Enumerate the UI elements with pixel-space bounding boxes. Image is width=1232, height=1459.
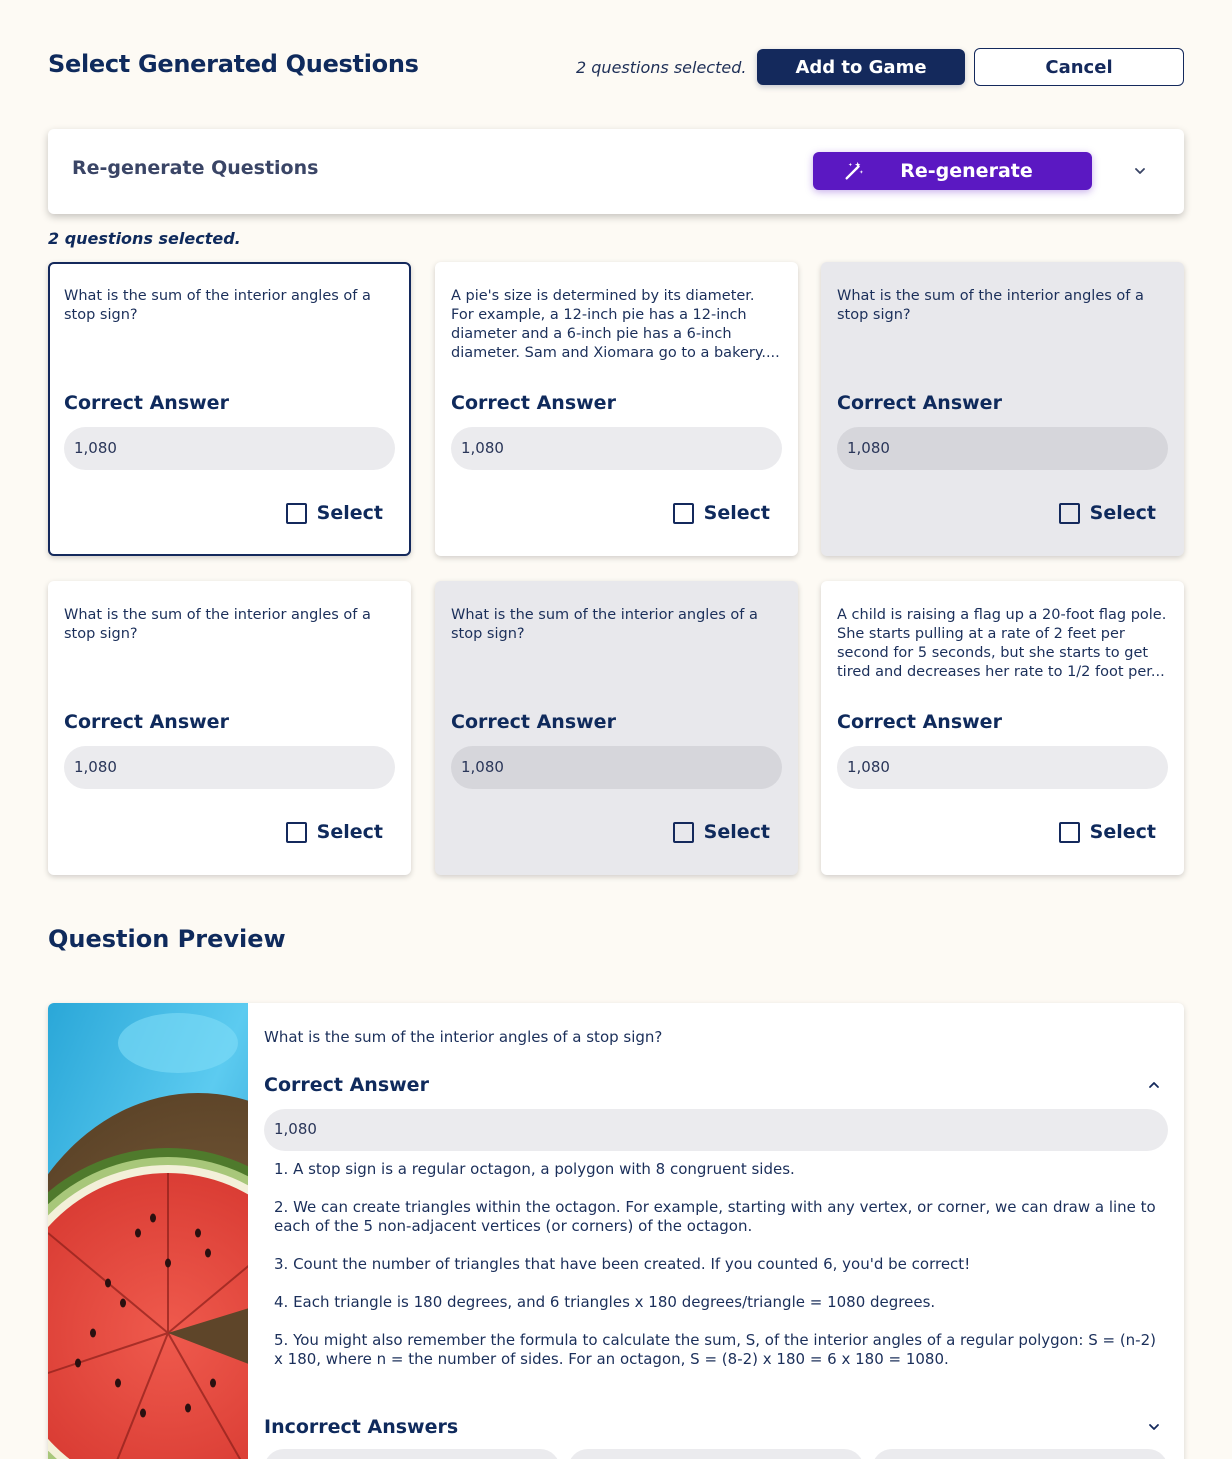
select-label[interactable]: Select: [1089, 502, 1156, 524]
explanation-step: 4. Each triangle is 180 degrees, and 6 triangles x 180 degrees/triangle = 1080 degrees.: [274, 1293, 936, 1311]
correct-answer-label: Correct Answer: [837, 711, 1002, 733]
question-card[interactable]: [821, 262, 1184, 556]
correct-answer-field: 1,080: [451, 746, 782, 789]
question-text: A pie's size is determined by its diameter. For example, a 12-inch pie has a 12-inch diameter and a 6-inch pie has a 6-inch diameter. Sam and Xiomara go to a bakery....: [451, 288, 780, 361]
select-control[interactable]: [1059, 820, 1156, 844]
select-checkbox[interactable]: [673, 822, 694, 843]
chevron-down-icon[interactable]: [1133, 164, 1147, 178]
question-card[interactable]: [435, 262, 798, 556]
incorrect-answer-field: [568, 1449, 864, 1459]
select-label[interactable]: Select: [316, 821, 383, 843]
page-title: Select Generated Questions: [48, 50, 419, 78]
preview-correct-answer-field: 1,080: [264, 1109, 1168, 1151]
explanation-step: 3. Count the number of triangles that have been created. If you counted 6, you'd be correct!: [274, 1255, 971, 1273]
select-control[interactable]: [286, 820, 383, 844]
correct-answer-label: Correct Answer: [837, 392, 1002, 414]
select-label[interactable]: Select: [316, 502, 383, 524]
correct-answer-field: 1,080: [64, 427, 395, 470]
question-card[interactable]: [48, 581, 411, 875]
correct-answer-field: 1,080: [837, 427, 1168, 470]
watermelon-image: [48, 1003, 248, 1459]
correct-answer-label: Correct Answer: [451, 711, 616, 733]
correct-answer-field: 1,080: [451, 427, 782, 470]
question-text: What is the sum of the interior angles of a stop sign?: [64, 288, 371, 323]
question-card[interactable]: [435, 581, 798, 875]
question-preview-panel: [48, 1003, 1184, 1459]
select-checkbox[interactable]: [286, 503, 307, 524]
question-text: What is the sum of the interior angles of a stop sign?: [64, 607, 371, 642]
regenerate-button[interactable]: [813, 152, 1092, 190]
explanation-step: 1. A stop sign is a regular octagon, a polygon with 8 congruent sides.: [274, 1160, 795, 1178]
regenerate-button-label: Re-generate: [900, 160, 1033, 182]
question-text: What is the sum of the interior angles of a stop sign?: [451, 607, 758, 642]
select-label[interactable]: Select: [703, 502, 770, 524]
question-preview-title: Question Preview: [48, 925, 286, 953]
select-checkbox[interactable]: [286, 822, 307, 843]
explanation-step: 2. We can create triangles within the octagon. For example, starting with any vertex, or corner, we can draw a line to each of the 5 non-adjacent vertices (or corners) of the octagon.: [274, 1198, 1156, 1235]
correct-answer-label: Correct Answer: [451, 392, 616, 414]
regenerate-panel: [48, 129, 1184, 214]
regenerate-title: Re-generate Questions: [72, 157, 319, 179]
select-checkbox[interactable]: [1059, 822, 1080, 843]
select-label[interactable]: Select: [703, 821, 770, 843]
question-card[interactable]: [821, 581, 1184, 875]
chevron-up-icon[interactable]: [1147, 1078, 1161, 1092]
correct-answer-field: 1,080: [837, 746, 1168, 789]
select-control[interactable]: [1059, 501, 1156, 525]
correct-answer-label: Correct Answer: [64, 392, 229, 414]
selected-count-subtitle: 2 questions selected.: [48, 229, 241, 248]
select-control[interactable]: [673, 820, 770, 844]
question-card[interactable]: [48, 262, 411, 556]
select-control[interactable]: [673, 501, 770, 525]
answer-explanation: [274, 1160, 1164, 1388]
select-checkbox[interactable]: [1059, 503, 1080, 524]
add-to-game-button[interactable]: Add to Game: [757, 49, 965, 85]
select-checkbox[interactable]: [673, 503, 694, 524]
incorrect-answer-field: [872, 1449, 1168, 1459]
select-control[interactable]: [286, 501, 383, 525]
preview-correct-answer-label: Correct Answer: [264, 1074, 429, 1096]
correct-answer-field: 1,080: [64, 746, 395, 789]
cancel-button[interactable]: Cancel: [974, 48, 1184, 86]
question-text: A child is raising a flag up a 20-foot flag pole. She starts pulling at a rate of 2 feet per second for 5 seconds, but she starts to get tired and decreases her rate to 1/2 foot per...: [837, 607, 1167, 680]
question-text: What is the sum of the interior angles of a stop sign?: [837, 288, 1144, 323]
explanation-step: 5. You might also remember the formula to calculate the sum, S, of the interior angles of a regular polygon: S = (n-2) x 180, where n = the number of sides. For an octagon, S = (8-2) x 180 = 6 x 180 = 1080.: [274, 1331, 1156, 1368]
selected-count: 2 questions selected.: [576, 58, 747, 77]
correct-answer-label: Correct Answer: [64, 711, 229, 733]
incorrect-answers-label: Incorrect Answers: [264, 1416, 459, 1438]
incorrect-answer-field: [264, 1449, 560, 1459]
preview-question-text: What is the sum of the interior angles of a stop sign?: [264, 1028, 663, 1046]
chevron-down-icon[interactable]: [1147, 1420, 1161, 1434]
select-label[interactable]: Select: [1089, 821, 1156, 843]
